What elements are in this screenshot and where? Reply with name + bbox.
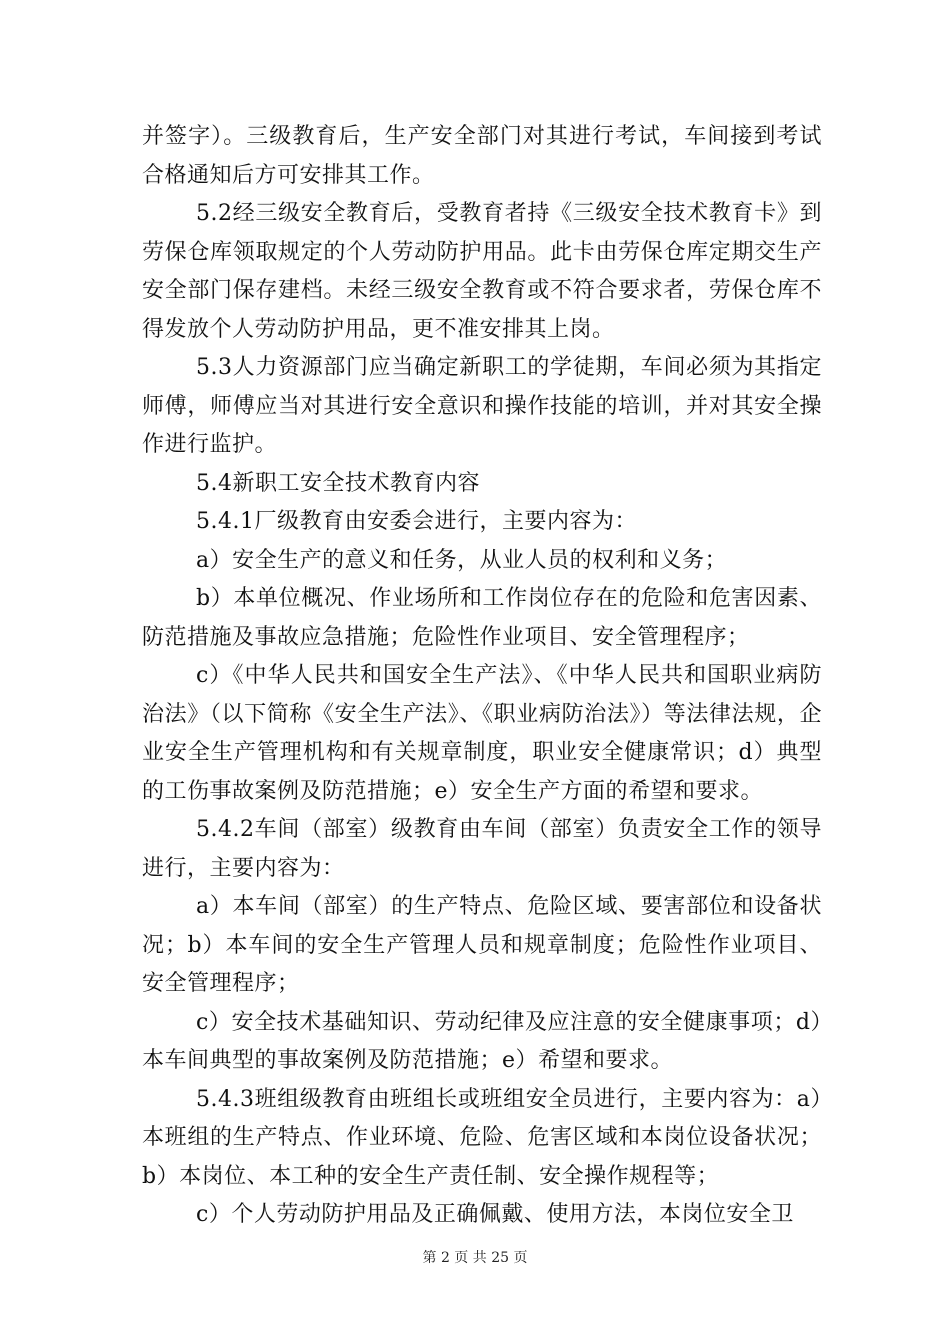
paragraph-5-4-1-b: b）本单位概况、作业场所和工作岗位存在的危险和危害因素、防范措施及事故应急措施；危险性作业项目、安全管理程序；	[142, 586, 822, 650]
paragraph-5-4-2: 5.4.2车间（部室）级教育由车间（部室）负责安全工作的领导进行，主要内容为：	[142, 817, 822, 881]
paragraph-5-4-3: 5.4.3班组级教育由班组长或班组安全员进行，主要内容为：a）本班组的生产特点、作业环境、危险、危害区域和本岗位设备状况；b）本岗位、本工种的安全生产责任制、安全操作规程等；	[142, 1086, 822, 1189]
paragraph-5-4-1-c: c）《中华人民共和国安全生产法》、《中华人民共和国职业病防治法》（以下简称《安全生产法》、《职业病防治法》）等法律法规，企业安全生产管理机构和有关规章制度，职业安全健康常识；d）典型的工伤事故案例及防范措施；e）安全生产方面的希望和要求。	[142, 663, 822, 804]
paragraph-5-4-2-a: a）本车间（部室）的生产特点、危险区域、要害部位和设备状况；b）本车间的安全生产管理人员和规章制度；危险性作业项目、安全管理程序；	[142, 894, 822, 996]
paragraph-5-2: 5.2经三级安全教育后，受教育者持《三级安全技术教育卡》到劳保仓库领取规定的个人劳动防护用品。此卡由劳保仓库定期交生产安全部门保存建档。未经三级安全教育或不符合要求者，劳保仓库不得发放个人劳动防护用品，更不准安排其上岗。	[142, 201, 822, 342]
paragraph-5-4-1: 5.4.1厂级教育由安委会进行，主要内容为：	[196, 509, 637, 534]
page-number-footer: 第 2 页 共 25 页	[422, 1250, 528, 1266]
document-body	[142, 118, 822, 1235]
paragraph-5-4-heading: 5.4新职工安全技术教育内容	[196, 470, 480, 496]
paragraph-5-3: 5.3人力资源部门应当确定新职工的学徒期，车间必须为其指定师傅，师傅应当对其进行安全意识和操作技能的培训，并对其安全操作进行监护。	[142, 355, 822, 457]
paragraph-5-4-1-a: a）安全生产的意义和任务，从业人员的权利和义务；	[196, 547, 728, 573]
paragraph-5-4-2-c: c）安全技术基础知识、劳动纪律及应注意的安全健康事项；d）本车间典型的事故案例及防范措施；e）希望和要求。	[142, 1009, 822, 1073]
paragraph-1: 并签字）。三级教育后，生产安全部门对其进行考试，车间接到考试合格通知后方可安排其工作。	[142, 124, 822, 188]
paragraph-5-4-3-c: c）个人劳动防护用品及正确佩戴、使用方法，本岗位安全卫	[196, 1202, 794, 1227]
